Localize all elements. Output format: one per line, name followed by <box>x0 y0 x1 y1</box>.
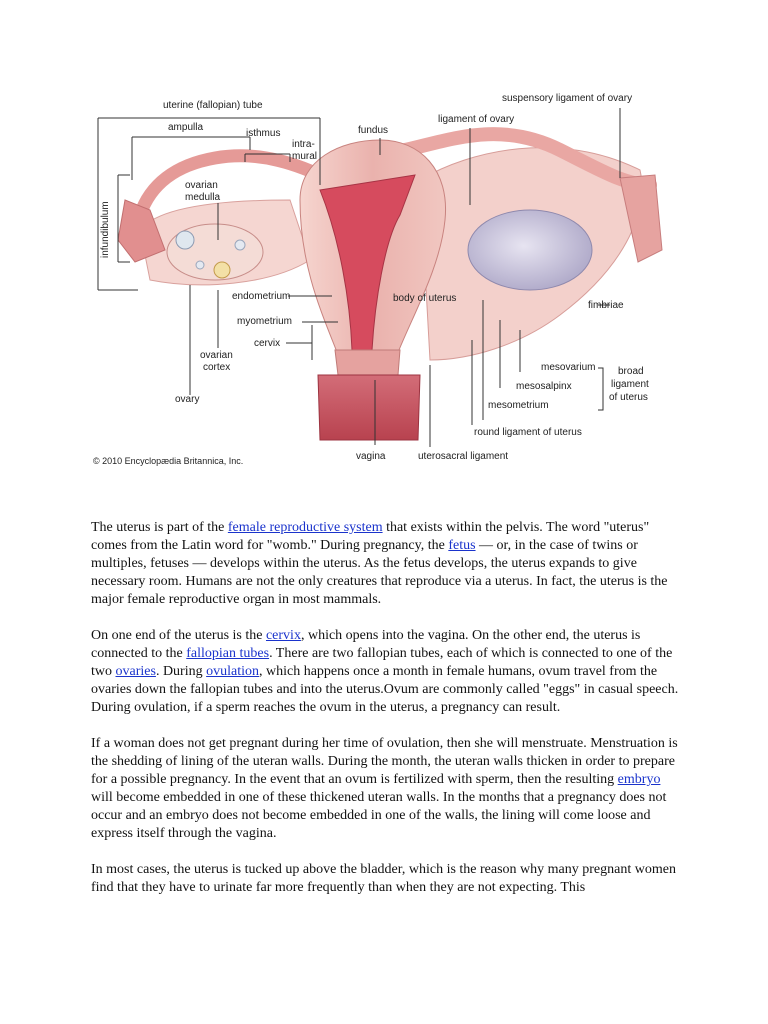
link-ovaries[interactable]: ovaries <box>115 664 156 679</box>
ovary-right <box>468 210 592 290</box>
label-mesosalpinx: mesosalpinx <box>516 381 572 392</box>
follicle <box>235 240 245 250</box>
link-fetus[interactable]: fetus <box>448 538 476 553</box>
label-isthmus: isthmus <box>246 128 281 139</box>
label-ovarian-cortex-1: ovarian <box>200 350 233 361</box>
copyright-notice: © 2010 Encyclopædia Britannica, Inc. <box>93 456 244 466</box>
paragraph-2: On one end of the uterus is the cervix, which opens into the vagina. On the other end, the uterus is connected to the fallopian tubes. There are two fallopian tubes, each of which is connected to one of the two ovaries. During ovulation, which happens once a month in female humans, ovum travel from the ovaries down the fallopian tubes and into the uterus.Ovum are commonly called "eggs" in casual speech. During ovulation, if a sperm reaches the ovum in the uterus, a pregnancy can result. <box>91 628 679 715</box>
label-endometrium: endometrium <box>232 291 291 302</box>
label-body-of-uterus: body of uterus <box>393 293 457 304</box>
link-ovulation[interactable]: ovulation <box>206 664 259 679</box>
label-fimbriae: fimbriae <box>588 300 624 311</box>
label-intramural-2: mural <box>292 151 318 162</box>
vagina <box>318 375 420 440</box>
link-female-reproductive-system[interactable]: female reproductive system <box>227 520 383 535</box>
infundibulum-left <box>118 200 165 262</box>
follicle <box>196 261 204 269</box>
label-broad-1: broad <box>618 366 644 377</box>
label-intramural-1: intra- <box>292 139 315 150</box>
label-infundibulum: infundibulum <box>100 201 111 258</box>
paragraph-1: The uterus is part of the female reproductive system that exists within the pelvis. The word "uterus" comes from the Latin word for "womb." During pregnancy, the fetus — or, in the case of twins or multiples, fetuses — develops within the uterus. As the fetus develops, the uterus expands to give necessary room. Humans are not the only creatures that reproduce via a uterus. In fact, the uterus is the major female reproductive organ in most mammals. <box>91 520 668 607</box>
uterus-illustration <box>0 0 768 480</box>
label-uterosacral-ligament: uterosacral ligament <box>418 451 509 462</box>
label-broad-3: of uterus <box>609 392 648 403</box>
link-fallopian-tubes[interactable]: fallopian tubes <box>186 646 270 661</box>
label-cervix: cervix <box>254 338 281 349</box>
label-vagina: vagina <box>356 451 386 462</box>
label-ampulla: ampulla <box>168 122 204 133</box>
label-broad-2: ligament <box>611 379 649 390</box>
label-fundus: fundus <box>358 125 389 136</box>
follicle <box>214 262 230 278</box>
label-mesometrium: mesometrium <box>488 400 549 411</box>
link-cervix[interactable]: cervix <box>265 628 301 643</box>
label-ovarian-medulla-2: medulla <box>185 192 221 203</box>
cervix <box>335 350 400 375</box>
paragraph-3: If a woman does not get pregnant during her time of ovulation, then she will menstruate. Menstruation is the shedding of lining of the uteran walls. During the month, the uteran walls thicken in order to prepare for a possible pregnancy. In the event that an ovum is fertilized with sperm, then the resulting embryo will become embedded in one of these thickened uteran walls. In the months that a pregnancy does not occur and an embryo does not become embedded in one of the walls, the lining will come loose and express itself through the vagina. <box>91 736 678 841</box>
link-embryo[interactable]: embryo <box>617 772 661 787</box>
label-ligament-of-ovary: ligament of ovary <box>438 114 515 125</box>
label-ovarian-cortex-2: cortex <box>203 362 231 373</box>
article-body <box>91 519 681 915</box>
label-mesovarium: mesovarium <box>541 362 596 373</box>
label-ovary: ovary <box>175 394 200 405</box>
anatomy-diagram <box>0 0 768 480</box>
paragraph-4: In most cases, the uterus is tucked up above the bladder, which is the reason why many pregnant women find that they have to urinate far more frequently than when they are not expecting. This <box>91 862 676 895</box>
label-myometrium: myometrium <box>237 316 293 327</box>
label-uterine-tube: uterine (fallopian) tube <box>163 100 263 111</box>
label-ovarian-medulla-1: ovarian <box>185 180 218 191</box>
follicle <box>176 231 194 249</box>
label-suspensory-ligament: suspensory ligament of ovary <box>502 93 633 104</box>
label-round-ligament: round ligament of uterus <box>474 427 582 438</box>
